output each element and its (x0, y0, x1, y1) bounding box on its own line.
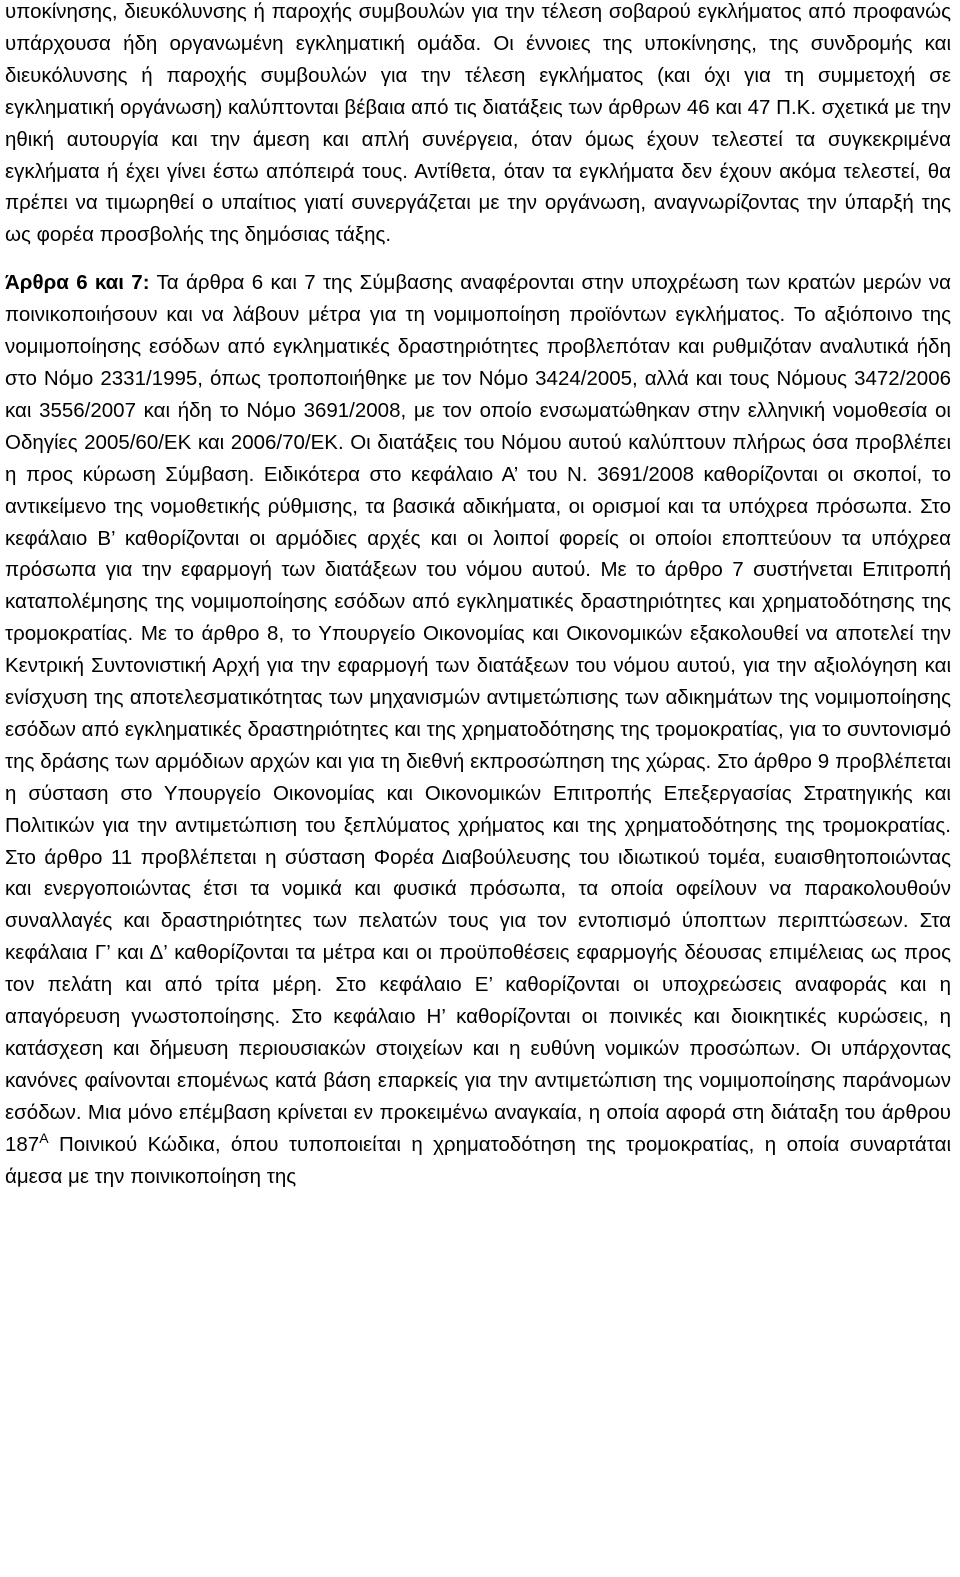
article-superscript: Α (39, 1129, 49, 1146)
paragraph-text: Τα άρθρα 6 και 7 της Σύμβασης αναφέρονται στην υποχρέωση των κρατών μερών να ποινικοποιήσουν και να λάβουν μέτρα για τη νομιμοποίηση προϊόντων εγκλήματος. Το αξιόποινο της νομιμοποίησης εσόδων από εγκληματικές δραστηριότητες προβλεπόταν και ρυθμιζόταν αναλυτικά ήδη στο Νόμο 2331/1995, όπως τροποποιήθηκε με τον Νόμο 3424/2005, αλλά και τους Νόμους 3472/2006 και 3556/2007 και ήδη το Νόμο 3691/2008, με τον οποίο ενσωματώθηκαν στην ελληνική νομοθεσία οι Οδηγίες 2005/60/ΕΚ και 2006/70/ΕΚ. Οι διατάξεις του Νόμου αυτού καλύπτουν πλήρως όσα προβλέπει η προς κύρωση Σύμβαση. Ειδικότερα στο κεφάλαιο Α’ του Ν. 3691/2008 καθορίζονται οι σκοποί, το αντικείμενο της νομοθετικής ρύθμισης, τα βασικά αδικήματα, οι ορισμοί και τα υπόχρεα πρόσωπα. Στο κεφάλαιο Β’ καθορίζονται οι αρμόδιες αρχές και οι λοιποί φορείς οι οποίοι εποπτεύουν τα υπόχρεα πρόσωπα για την εφαρμογή των διατάξεων του νόμου αυτού. Με το άρθρο 7 συστήνεται Επιτροπή καταπολέμησης της νομιμοποίησης εσόδων από εγκληματικές δραστηριότητες και χρηματοδότησης της τρομοκρατίας. Με το άρθρο 8, το Υπουργείο Οικονομίας και Οικονομικών εξακολουθεί να αποτελεί την Κεντρική Συντονιστική Αρχή για την εφαρμογή των διατάξεων του νόμου αυτού, για την αξιολόγηση και ενίσχυση της αποτελεσματικότητας των μηχανισμών αντιμετώπισης των αδικημάτων της νομιμοποίησης εσόδων από εγκληματικές δραστηριότητες και της χρηματοδότησης της τρομοκρατίας, για το συντονισμό της δράσης των αρμόδιων αρχών και για τη διεθνή εκπροσώπηση της χώρας. Στο άρθρο 9 προβλέπεται η σύσταση στο Υπουργείο Οικονομίας και Οικονομικών Επιτροπής Επεξεργασίας Στρατηγικής και Πολιτικών για την αντιμετώπιση του ξεπλύματος χρήματος και της χρηματοδότησης της τρομοκρατίας. Στο άρθρο 11 προβλέπεται η σύσταση Φορέα Διαβούλευσης του ιδιωτικού τομέα, ευαισθητοποιώντας και ενεργοποιώντας έτσι τα νομικά και φυσικά πρόσωπα, τα οποία οφείλουν να παρακολουθούν συναλλαγές και δραστηριότητες των πελατών τους για τον εντοπισμό ύποπτων περιπτώσεων. Στα κεφάλαια Γ’ και Δ’ καθορίζονται τα μέτρα και οι προϋποθέσεις εφαρμογής δέουσας επιμέλειας ως προς τον πελάτη και από τρίτα μέρη. Στο κεφάλαιο Ε’ καθορίζονται οι υποχρεώσεις αναφοράς και η απαγόρευση γνωστοποίησης. Στο κεφάλαιο Η’ καθορίζονται οι ποινικές και διοικητικές κυρώσεις, η κατάσχεση και δήμευση περιουσιακών στοιχείων και η ευθύνη νομικών προσώπων. Οι υπάρχοντας κανόνες φαίνονται επομένως κατά βάση επαρκείς για την αντιμετώπιση της νομιμοποίησης παράνομων εσόδων. Μια μόνο επέμβαση κρίνεται εν προκειμένω αναγκαία, η οποία αφορά στη διάταξη του άρθρου 187 (5, 271, 951, 1156)
paragraph-text: υποκίνησης, διευκόλυνσης ή παροχής συμβουλών για την τέλεση σοβαρού εγκλήματος από προφανώς υπάρχουσα ήδη οργανωμένη εγκληματική ομάδα. Οι έννοιες της υποκίνησης, της συνδρομής και διευκόλυνσης ή παροχής συμβουλών για την τέλεση εγκλήματος (και όχι για τη συμμετοχή σε εγκληματική οργάνωση) καλύπτονται βέβαια από τις διατάξεις των άρθρων 46 και 47 Π.Κ. σχετικά με την ηθική αυτουργία και την άμεση και απλή συνέργεια, όταν όμως έχουν τελεστεί τα συγκεκριμένα εγκλήματα ή έχει γίνει έστω απόπειρά τους. Αντίθετα, όταν τα εγκλήματα δεν έχουν ακόμα τελεστεί, θα πρέπει να τιμωρηθεί ο υπαίτιος γιατί συνεργάζεται με την οργάνωση, αναγνωρίζοντας την ύπαρξή της ως φορέα προσβολής της δημόσιας τάξης. (5, 0, 951, 247)
document-page (5, 0, 951, 1193)
paragraph-articles-6-7 (5, 267, 951, 1192)
paragraph-heading: Άρθρα 6 και 7: (5, 271, 150, 295)
paragraph-organized-crime-complicity (5, 0, 951, 251)
paragraph-text-continued: Ποινικού Κώδικα, όπου τυποποιείται η χρηματοδότηση της τρομοκρατίας, η οποία συναρτάται άμεσα με την ποινικοποίηση της (5, 1132, 951, 1188)
